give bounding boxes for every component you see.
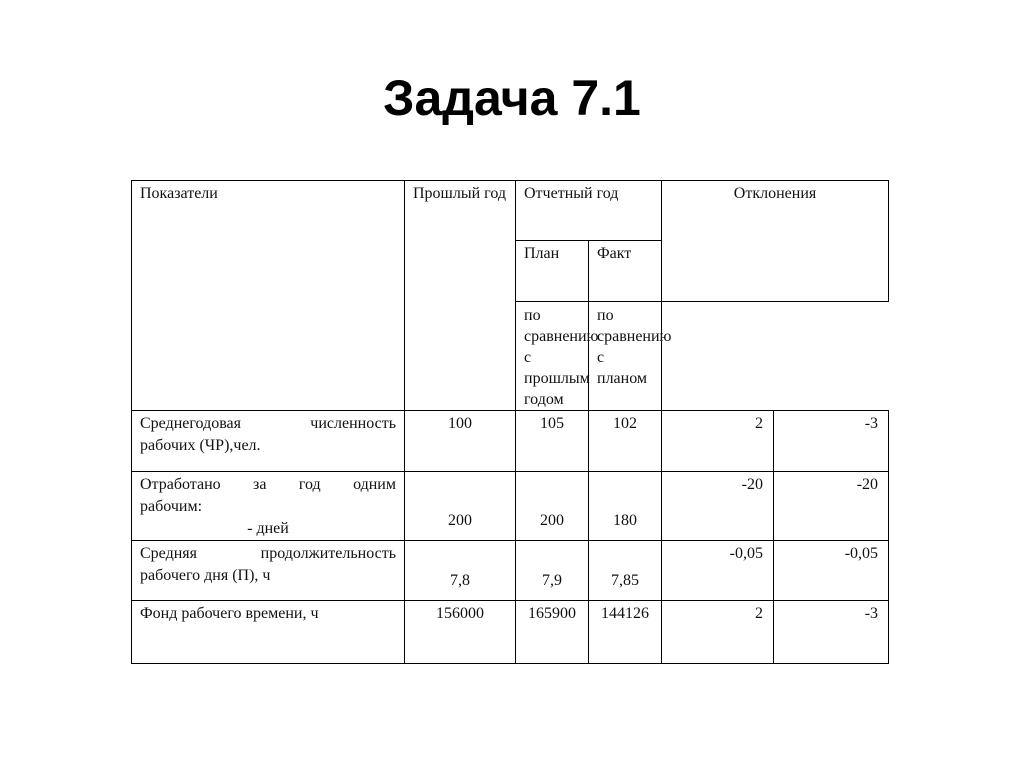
table-row <box>132 411 889 472</box>
header-fact: Факт <box>589 241 662 302</box>
header-reporting-year: Отчетный год <box>516 181 662 241</box>
table-row <box>132 472 889 541</box>
row-label <box>132 472 405 541</box>
cell-previous-year: 100 <box>405 411 516 472</box>
cell-dev-vs-plan: -0,05 <box>774 541 889 601</box>
cell-dev-vs-previous: -0,05 <box>662 541 774 601</box>
slide-title: Задача 7.1 <box>383 70 641 126</box>
cell-dev-vs-previous: 2 <box>662 411 774 472</box>
cell-previous-year: 7,8 <box>405 541 516 601</box>
row-label-line: рабочих (ЧР),чел. <box>140 437 261 454</box>
cell-plan: 200 <box>516 472 589 541</box>
table-row <box>132 541 889 601</box>
row-label-line: рабочим: <box>140 498 203 515</box>
data-table <box>131 180 889 664</box>
header-deviations: Отклонения <box>662 181 889 302</box>
cell-dev-vs-previous: 2 <box>662 601 774 664</box>
row-label <box>132 411 405 472</box>
cell-dev-vs-plan: -3 <box>774 411 889 472</box>
row-label-line: Среднегодовая численность <box>140 415 396 432</box>
cell-fact: 180 <box>589 472 662 541</box>
row-label: Фонд рабочего времени, ч <box>132 601 405 664</box>
header-plan: План <box>516 241 589 302</box>
row-label-line: Средняя продолжительность <box>140 545 396 562</box>
cell-dev-vs-plan: -3 <box>774 601 889 664</box>
row-label-line: - дней <box>247 520 289 537</box>
cell-fact: 102 <box>589 411 662 472</box>
cell-previous-year: 156000 <box>405 601 516 664</box>
cell-previous-year: 200 <box>405 472 516 541</box>
row-label-line: Отработано за год одним <box>140 476 396 493</box>
header-vs-previous-year: по сравнению с прошлым годом <box>516 302 589 411</box>
table-row <box>132 601 889 664</box>
header-previous-year: Прошлый год <box>405 181 516 411</box>
row-label <box>132 541 405 601</box>
cell-dev-vs-previous: -20 <box>662 472 774 541</box>
row-label-line: рабочего дня (П), ч <box>140 567 271 584</box>
cell-plan: 165900 <box>516 601 589 664</box>
cell-fact: 144126 <box>589 601 662 664</box>
header-vs-plan: по сравнению с планом <box>589 302 662 411</box>
cell-dev-vs-plan: -20 <box>774 472 889 541</box>
cell-plan: 7,9 <box>516 541 589 601</box>
cell-fact: 7,85 <box>589 541 662 601</box>
cell-plan: 105 <box>516 411 589 472</box>
header-indicators: Показатели <box>132 181 405 411</box>
